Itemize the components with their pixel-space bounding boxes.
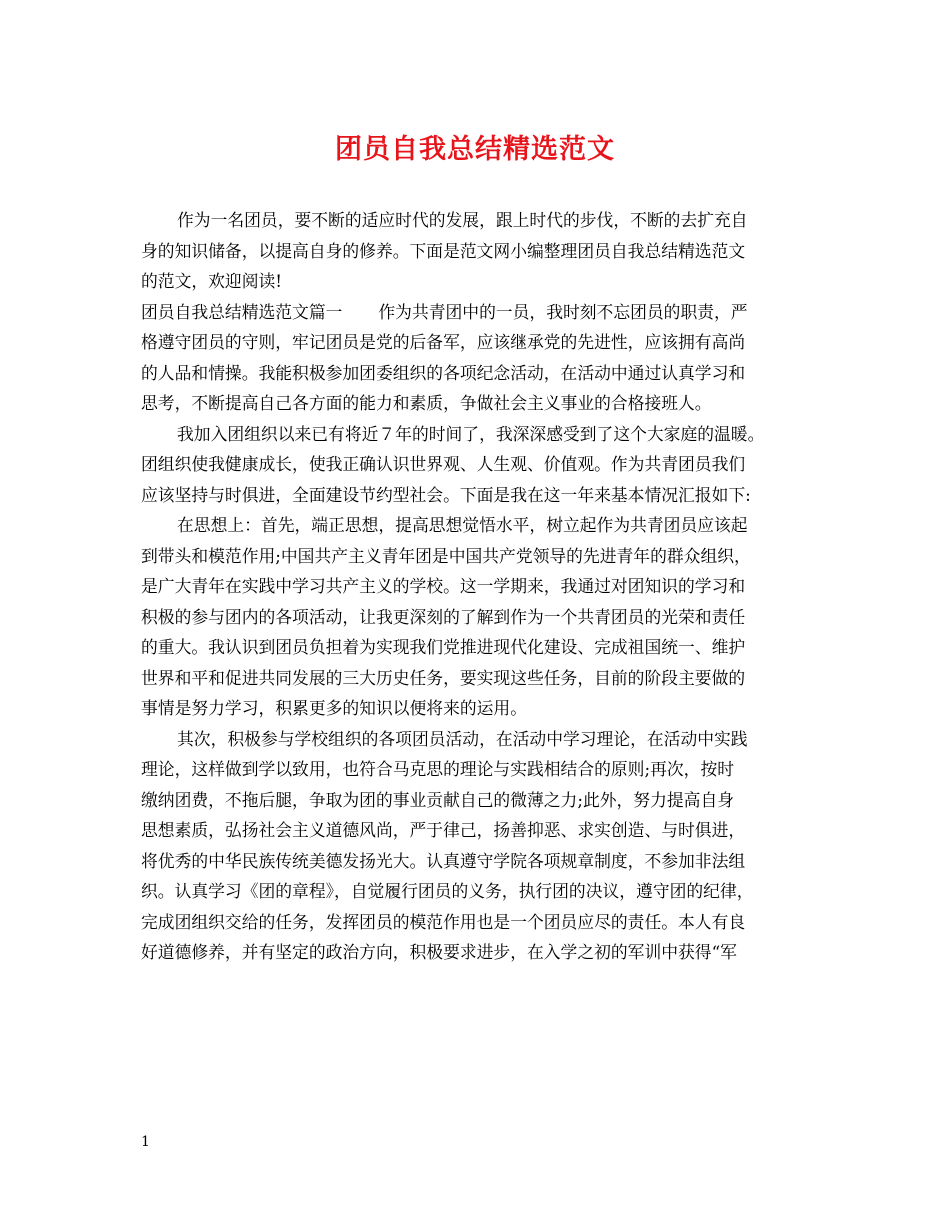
paragraph-line: 的人品和情操。我能积极参加团委组织的各项纪念活动，在活动中通过认真学习和 bbox=[141, 362, 746, 383]
paragraph-line: 缴纳团费，不拖后腿，争取为团的事业贡献自己的微薄之力;此外，努力提高自身 bbox=[141, 789, 735, 810]
paragraph-text: 作为共青团中的一员，我时刻不忘团员的职责，严 bbox=[378, 301, 748, 322]
section-heading: 团员自我总结精选范文篇一 bbox=[141, 301, 343, 322]
paragraph-line: 思考，不断提高自己各方面的能力和素质，争做社会主义事业的合格接班人。 bbox=[141, 393, 712, 413]
paragraph-line: 我加入团组织以来已有将近７年的时间了，我深深感受到了这个大家庭的温暖。 bbox=[177, 423, 765, 444]
section-heading-line bbox=[141, 297, 831, 328]
paragraph-line: 将优秀的中华民族传统美德发扬光大。认真遵守学院各项规章制度，不参加非法组 bbox=[141, 850, 746, 871]
page-number: 1 bbox=[141, 1134, 150, 1150]
paragraph-line: 积极的参与团内的各项活动，让我更深刻的了解到作为一个共青团员的光荣和责任 bbox=[141, 606, 746, 627]
document-body bbox=[141, 205, 831, 968]
document-title: 团员自我总结精选范文 bbox=[335, 134, 615, 165]
paragraph-line: 事情是努力学习，积累更多的知识以便将来的运用。 bbox=[141, 698, 527, 718]
paragraph-line: 理论，这样做到学以致用，也符合马克思的理论与实践相结合的原则;再次，按时 bbox=[141, 759, 735, 779]
paragraph-line: 的重大。我认识到团员负担着为实现我们党推进现代化建设、完成祖国统一、维护 bbox=[141, 637, 746, 657]
paragraph-line: 格遵守团员的守则，牢记团员是党的后备军，应该继承党的先进性，应该拥有高尚 bbox=[141, 332, 746, 352]
paragraph-line: 身的知识储备，以提高自身的修养。下面是范文网小编整理团员自我总结精选范文 bbox=[141, 240, 746, 261]
paragraph-line: 在思想上：首先，端正思想，提高思想觉悟水平，树立起作为共青团员应该起 bbox=[177, 515, 748, 535]
paragraph-line: 世界和平和促进共同发展的三大历史任务，要实现这些任务，目前的阶段主要做的 bbox=[141, 667, 746, 688]
paragraph-line: 的范文，欢迎阅读! bbox=[141, 271, 282, 291]
paragraph-line: 是广大青年在实践中学习共产主义的学校。这一学期来，我通过对团知识的学习和 bbox=[141, 576, 746, 596]
paragraph-line: 团组织使我健康成长，使我正确认识世界观、人生观、价值观。作为共青团员我们 bbox=[141, 454, 746, 474]
paragraph-line: 织。认真学习《团的章程》，自觉履行团员的义务，执行团的决议，遵守团的纪律， bbox=[141, 881, 754, 901]
paragraph-line: 作为一名团员，要不断的适应时代的发展，跟上时代的步伐，不断的去扩充自 bbox=[177, 210, 748, 230]
paragraph-line: 完成团组织交给的任务，发挥团员的模范作用也是一个团员应尽的责任。本人有良 bbox=[141, 911, 746, 932]
paragraph-line: 到带头和模范作用;中国共产主义青年团是中国共产党领导的先进青年的群众组织， bbox=[141, 545, 751, 566]
paragraph-line: 其次，积极参与学校组织的各项团员活动，在活动中学习理论，在活动中实践 bbox=[177, 728, 748, 749]
paragraph-line: 好道德修养，并有坚定的政治方向，积极要求进步，在入学之初的军训中获得“军 bbox=[141, 942, 737, 962]
paragraph-line: 应该坚持与时俱进，全面建设节约型社会。下面是我在这一年来基本情况汇报如下: bbox=[141, 484, 751, 505]
paragraph-line: 思想素质，弘扬社会主义道德风尚，严于律己，扬善抑恶、求实创造、与时俱进， bbox=[141, 820, 746, 840]
